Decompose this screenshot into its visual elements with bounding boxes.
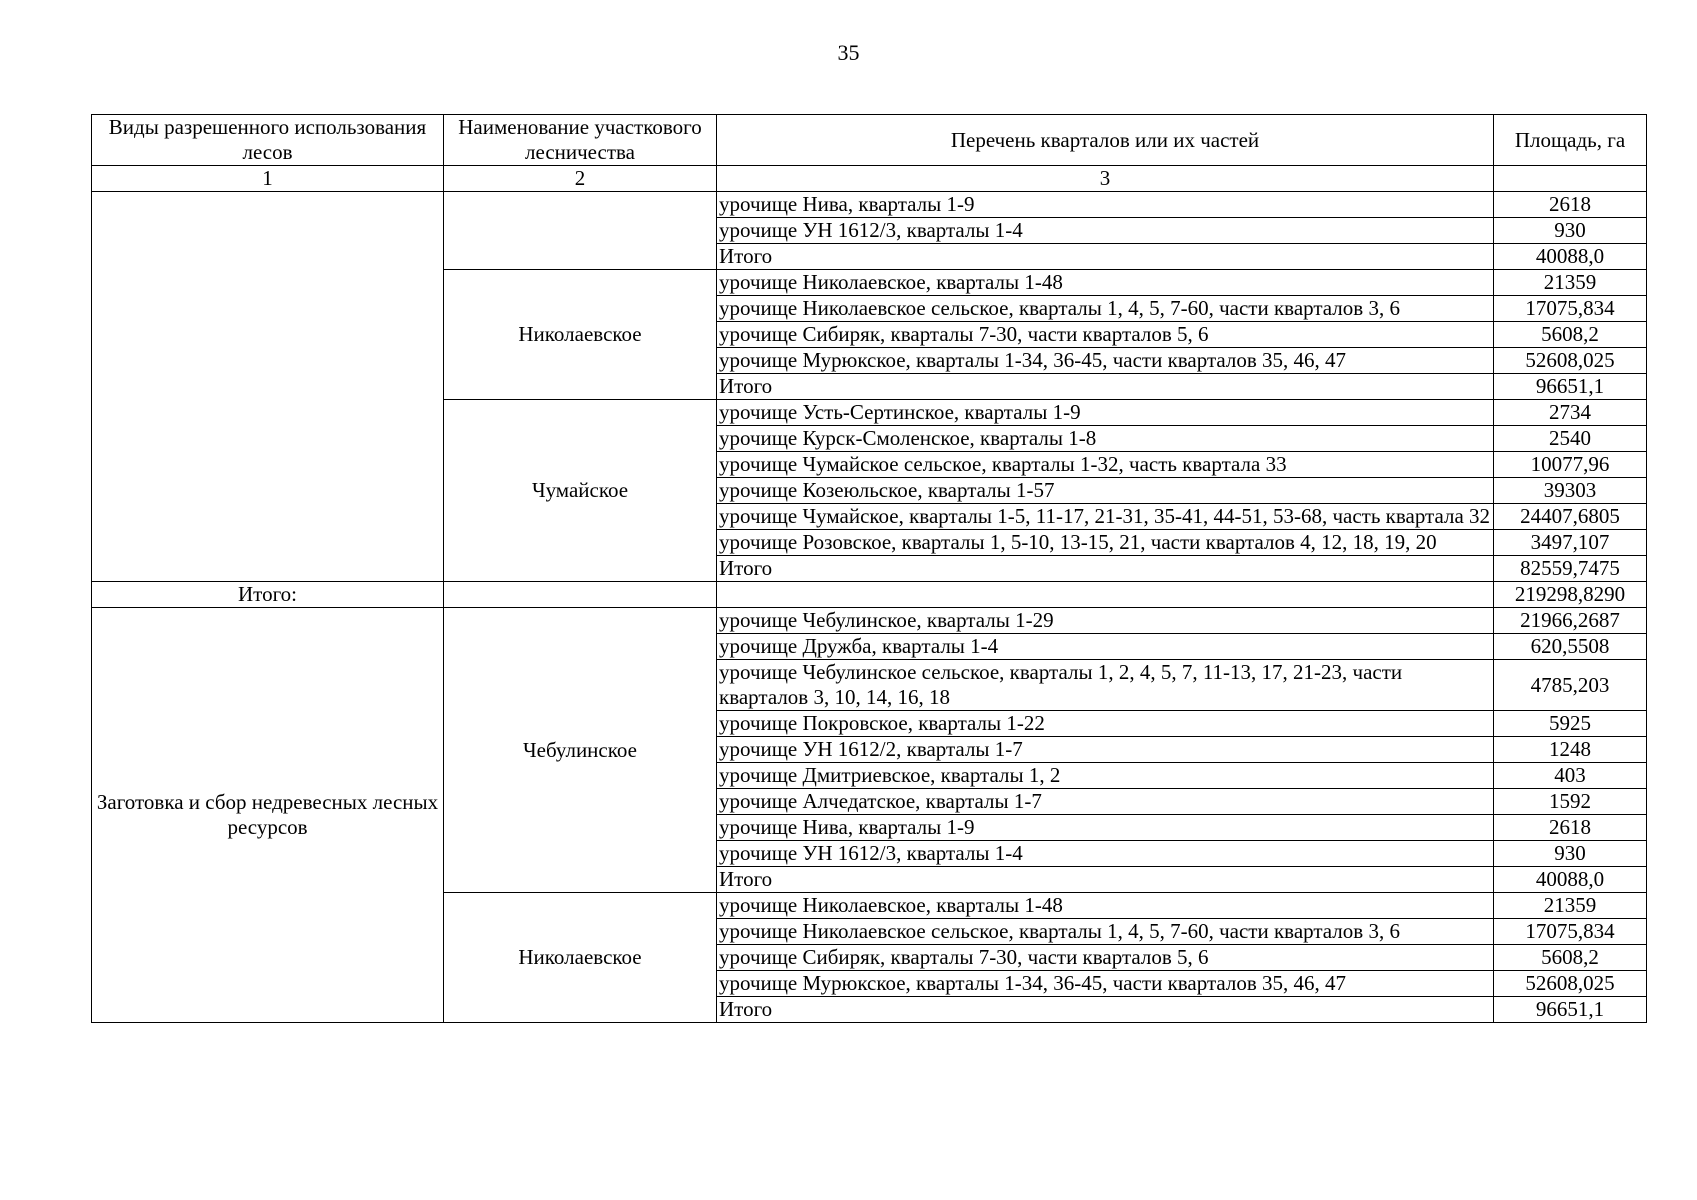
quarters-list-cell: урочище Нива, кварталы 1-9 bbox=[717, 815, 1494, 841]
area-cell: 3497,107 bbox=[1494, 530, 1647, 556]
area-cell: 2540 bbox=[1494, 426, 1647, 452]
grand-total-row bbox=[92, 582, 1647, 608]
quarters-list-cell: урочище УН 1612/3, кварталы 1-4 bbox=[717, 841, 1494, 867]
use-type-cell: Заготовка и сбор недревесных лесных ресурсов bbox=[92, 608, 444, 1023]
column-number bbox=[1494, 166, 1647, 192]
quarters-list-cell: урочище Нива, кварталы 1-9 bbox=[717, 192, 1494, 218]
area-cell: 2618 bbox=[1494, 815, 1647, 841]
quarters-list-cell: урочище Розовское, кварталы 1, 5-10, 13-15, 21, части кварталов 4, 12, 18, 19, 20 bbox=[717, 530, 1494, 556]
table-row bbox=[92, 192, 1647, 218]
quarters-list-cell: урочище Николаевское, кварталы 1-48 bbox=[717, 270, 1494, 296]
quarters-list-cell: урочище УН 1612/3, кварталы 1-4 bbox=[717, 218, 1494, 244]
quarters-list-cell: урочище Чумайское, кварталы 1-5, 11-17, 21-31, 35-41, 44-51, 53-68, часть квартала 32 bbox=[717, 504, 1494, 530]
quarters-list-cell: Итого bbox=[717, 244, 1494, 270]
grand-total-cell: Итого: bbox=[92, 582, 444, 608]
quarters-list-cell: урочище Сибиряк, кварталы 7-30, части кварталов 5, 6 bbox=[717, 322, 1494, 348]
area-cell: 10077,96 bbox=[1494, 452, 1647, 478]
column-number: 2 bbox=[444, 166, 717, 192]
area-cell: 17075,834 bbox=[1494, 296, 1647, 322]
area-cell: 40088,0 bbox=[1494, 244, 1647, 270]
table-row bbox=[92, 608, 1647, 634]
area-cell: 52608,025 bbox=[1494, 348, 1647, 374]
area-cell: 82559,7475 bbox=[1494, 556, 1647, 582]
header-cell: Виды разрешенного использования лесов bbox=[92, 115, 444, 166]
quarters-list-cell: урочище Дмитриевское, кварталы 1, 2 bbox=[717, 763, 1494, 789]
quarters-list-cell: урочище Николаевское сельское, кварталы 1, 4, 5, 7-60, части кварталов 3, 6 bbox=[717, 296, 1494, 322]
quarters-list-cell: урочище Усть-Сертинское, кварталы 1-9 bbox=[717, 400, 1494, 426]
quarters-list-cell: урочище Козеюльское, кварталы 1-57 bbox=[717, 478, 1494, 504]
area-cell: 2734 bbox=[1494, 400, 1647, 426]
quarters-list-cell: урочище Курск-Смоленское, кварталы 1-8 bbox=[717, 426, 1494, 452]
area-cell: 1248 bbox=[1494, 737, 1647, 763]
page-number: 35 bbox=[837, 40, 860, 65]
area-cell: 39303 bbox=[1494, 478, 1647, 504]
area-cell: 930 bbox=[1494, 841, 1647, 867]
grand-total-cell: 219298,8290 bbox=[1494, 582, 1647, 608]
quarters-list-cell: урочище Николаевское сельское, кварталы 1, 4, 5, 7-60, части кварталов 3, 6 bbox=[717, 919, 1494, 945]
area-cell: 930 bbox=[1494, 218, 1647, 244]
column-number: 1 bbox=[92, 166, 444, 192]
area-cell: 5925 bbox=[1494, 711, 1647, 737]
area-cell: 24407,6805 bbox=[1494, 504, 1647, 530]
quarters-list-cell: урочище Покровское, кварталы 1-22 bbox=[717, 711, 1494, 737]
forestry-name-cell: Николаевское bbox=[444, 270, 717, 400]
column-number: 3 bbox=[717, 166, 1494, 192]
area-cell: 17075,834 bbox=[1494, 919, 1647, 945]
grand-total-cell bbox=[717, 582, 1494, 608]
forestry-name-cell bbox=[444, 192, 717, 270]
quarters-list-cell: урочище Мурюкское, кварталы 1-34, 36-45, части кварталов 35, 46, 47 bbox=[717, 348, 1494, 374]
header-cell: Перечень кварталов или их частей bbox=[717, 115, 1494, 166]
quarters-list-cell: урочище Чебулинское сельское, кварталы 1, 2, 4, 5, 7, 11-13, 17, 21-23, части кварталов 3, 10, 14, 16, 18 bbox=[717, 660, 1494, 711]
area-cell: 5608,2 bbox=[1494, 945, 1647, 971]
forestry-name-cell: Чебулинское bbox=[444, 608, 717, 893]
area-cell: 403 bbox=[1494, 763, 1647, 789]
quarters-list-cell: Итого bbox=[717, 867, 1494, 893]
area-cell: 5608,2 bbox=[1494, 322, 1647, 348]
area-cell: 96651,1 bbox=[1494, 374, 1647, 400]
area-cell: 21359 bbox=[1494, 270, 1647, 296]
quarters-list-cell: урочище Алчедатское, кварталы 1-7 bbox=[717, 789, 1494, 815]
area-cell: 620,5508 bbox=[1494, 634, 1647, 660]
quarters-list-cell: урочище Чебулинское, кварталы 1-29 bbox=[717, 608, 1494, 634]
area-cell: 96651,1 bbox=[1494, 997, 1647, 1023]
area-cell: 21966,2687 bbox=[1494, 608, 1647, 634]
quarters-list-cell: урочище Сибиряк, кварталы 7-30, части кварталов 5, 6 bbox=[717, 945, 1494, 971]
forest-use-table bbox=[91, 114, 1647, 1023]
area-cell: 52608,025 bbox=[1494, 971, 1647, 997]
forestry-name-cell: Чумайское bbox=[444, 400, 717, 582]
table-body bbox=[92, 192, 1647, 1023]
area-cell: 40088,0 bbox=[1494, 867, 1647, 893]
use-type-cell bbox=[92, 192, 444, 582]
quarters-list-cell: урочище Чумайское сельское, кварталы 1-32, часть квартала 33 bbox=[717, 452, 1494, 478]
quarters-list-cell: урочище Мурюкское, кварталы 1-34, 36-45, части кварталов 35, 46, 47 bbox=[717, 971, 1494, 997]
quarters-list-cell: Итого bbox=[717, 556, 1494, 582]
quarters-list-cell: урочище УН 1612/2, кварталы 1-7 bbox=[717, 737, 1494, 763]
area-cell: 2618 bbox=[1494, 192, 1647, 218]
header-row bbox=[92, 115, 1647, 166]
header-cell: Наименование участкового лесничества bbox=[444, 115, 717, 166]
header-cell: Площадь, га bbox=[1494, 115, 1647, 166]
quarters-list-cell: Итого bbox=[717, 374, 1494, 400]
grand-total-cell bbox=[444, 582, 717, 608]
area-cell: 4785,203 bbox=[1494, 660, 1647, 711]
quarters-list-cell: урочище Дружба, кварталы 1-4 bbox=[717, 634, 1494, 660]
table-header bbox=[92, 115, 1647, 192]
quarters-list-cell: урочище Николаевское, кварталы 1-48 bbox=[717, 893, 1494, 919]
quarters-list-cell: Итого bbox=[717, 997, 1494, 1023]
area-cell: 21359 bbox=[1494, 893, 1647, 919]
area-cell: 1592 bbox=[1494, 789, 1647, 815]
column-number-row bbox=[92, 166, 1647, 192]
forestry-name-cell: Николаевское bbox=[444, 893, 717, 1023]
